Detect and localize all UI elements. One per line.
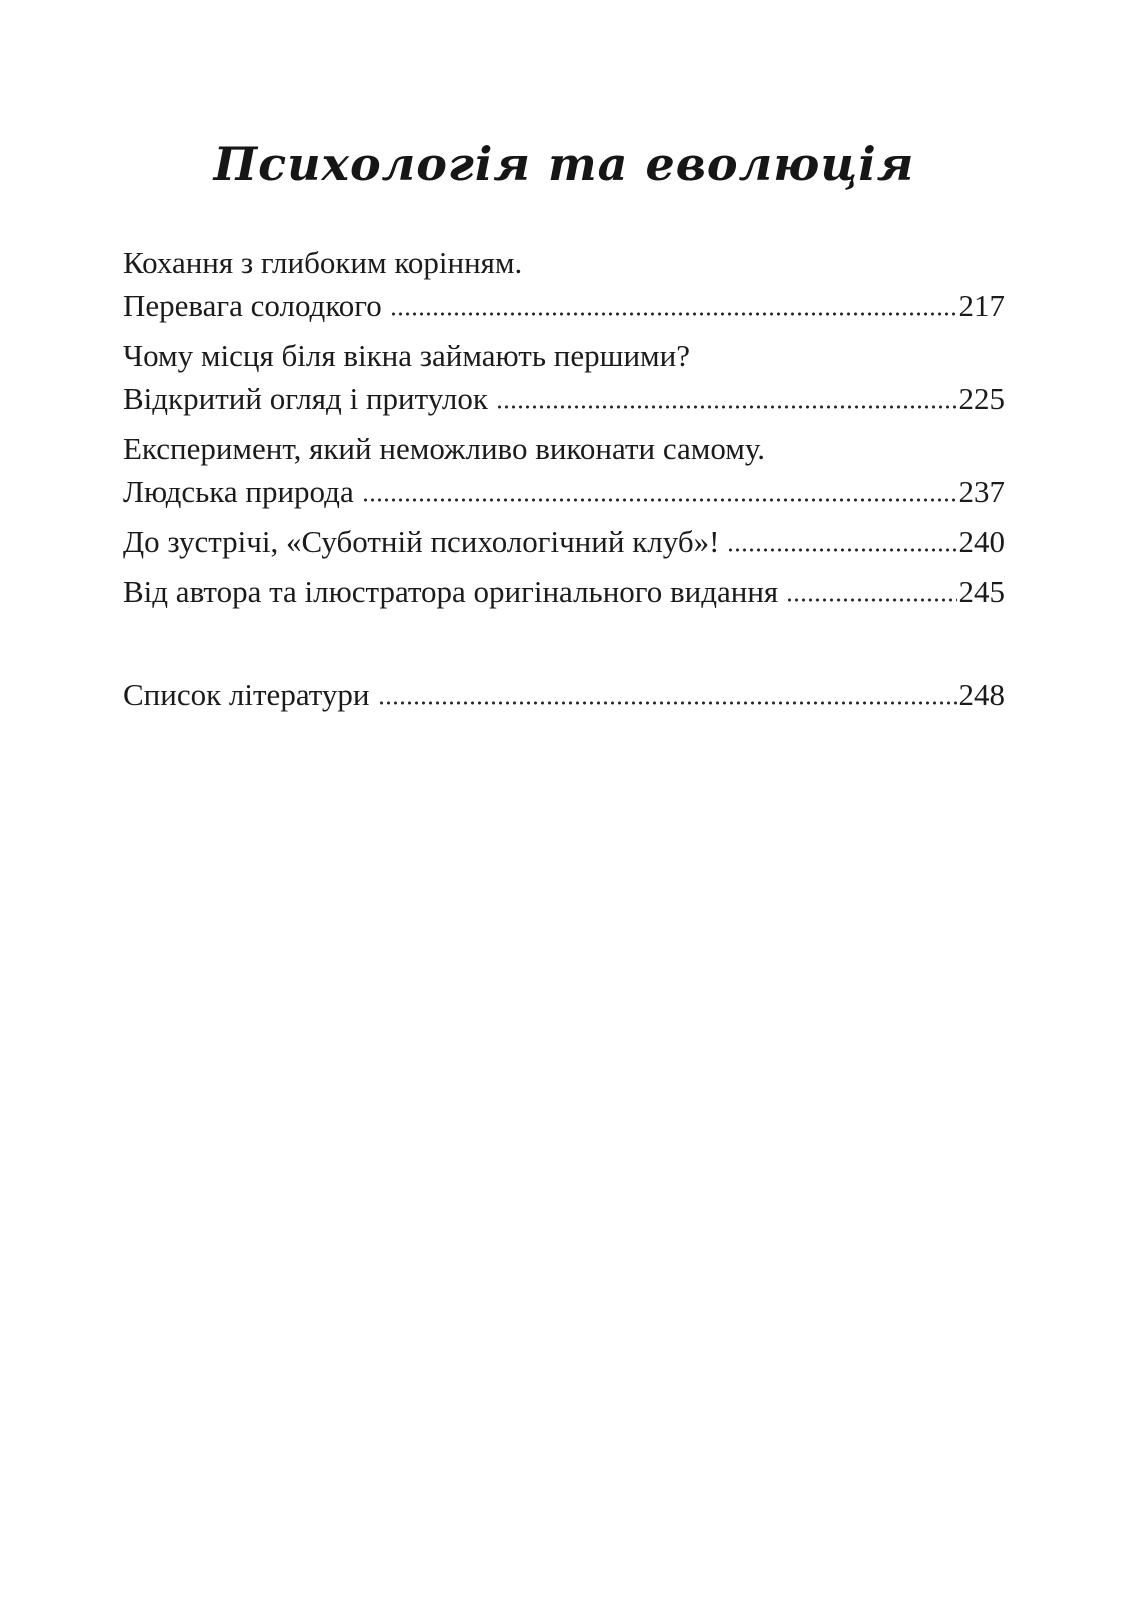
toc-page-number: 225 [958,380,1005,416]
toc-entry [123,570,1005,613]
toc-entry-title: Перевага солодкого [123,287,382,323]
toc-entry [123,334,1005,420]
toc-list [123,241,1005,716]
toc-entry-row [123,520,1005,563]
dot-leader [496,405,957,409]
toc-page-number: 237 [958,473,1005,509]
toc-page-number: 248 [958,676,1005,712]
toc-entry-title: Від автора та ілюстратора оригінального видання [123,573,779,609]
toc-entry [123,673,1005,716]
toc-entry-title-line: Кохання з глибоким корінням. [123,244,523,280]
toc-entry-title: Відкритий огляд і притулок [123,380,488,416]
toc-entry-title: Список літератури [123,676,370,712]
toc-page-number: 245 [958,573,1005,609]
toc-entry-title: До зустрічі, «Суботній психологічний клуб»! [123,523,720,559]
page-title: Психологія та еволюція [213,137,915,191]
dot-leader [362,498,957,502]
toc-entry-row [123,673,1005,716]
toc-page-number: 240 [958,523,1005,559]
toc-entry-title: Людська природа [123,473,354,509]
toc-entry-row [123,470,1005,513]
dot-leader [390,312,957,316]
toc-entry-row [123,377,1005,420]
page-content [123,0,1005,716]
toc-entry [123,241,1005,327]
toc-entry-row [123,570,1005,613]
toc-entry [123,427,1005,513]
dot-leader [727,548,956,552]
toc-page-number: 217 [958,287,1005,323]
dot-leader [786,598,956,602]
toc-entry [123,520,1005,563]
toc-entry-title-line: Експеримент, який неможливо виконати самому. [123,430,766,466]
toc-entry-title-line: Чому місця біля вікна займають першими? [123,337,691,373]
toc-entry-row [123,284,1005,327]
dot-leader [378,701,957,705]
